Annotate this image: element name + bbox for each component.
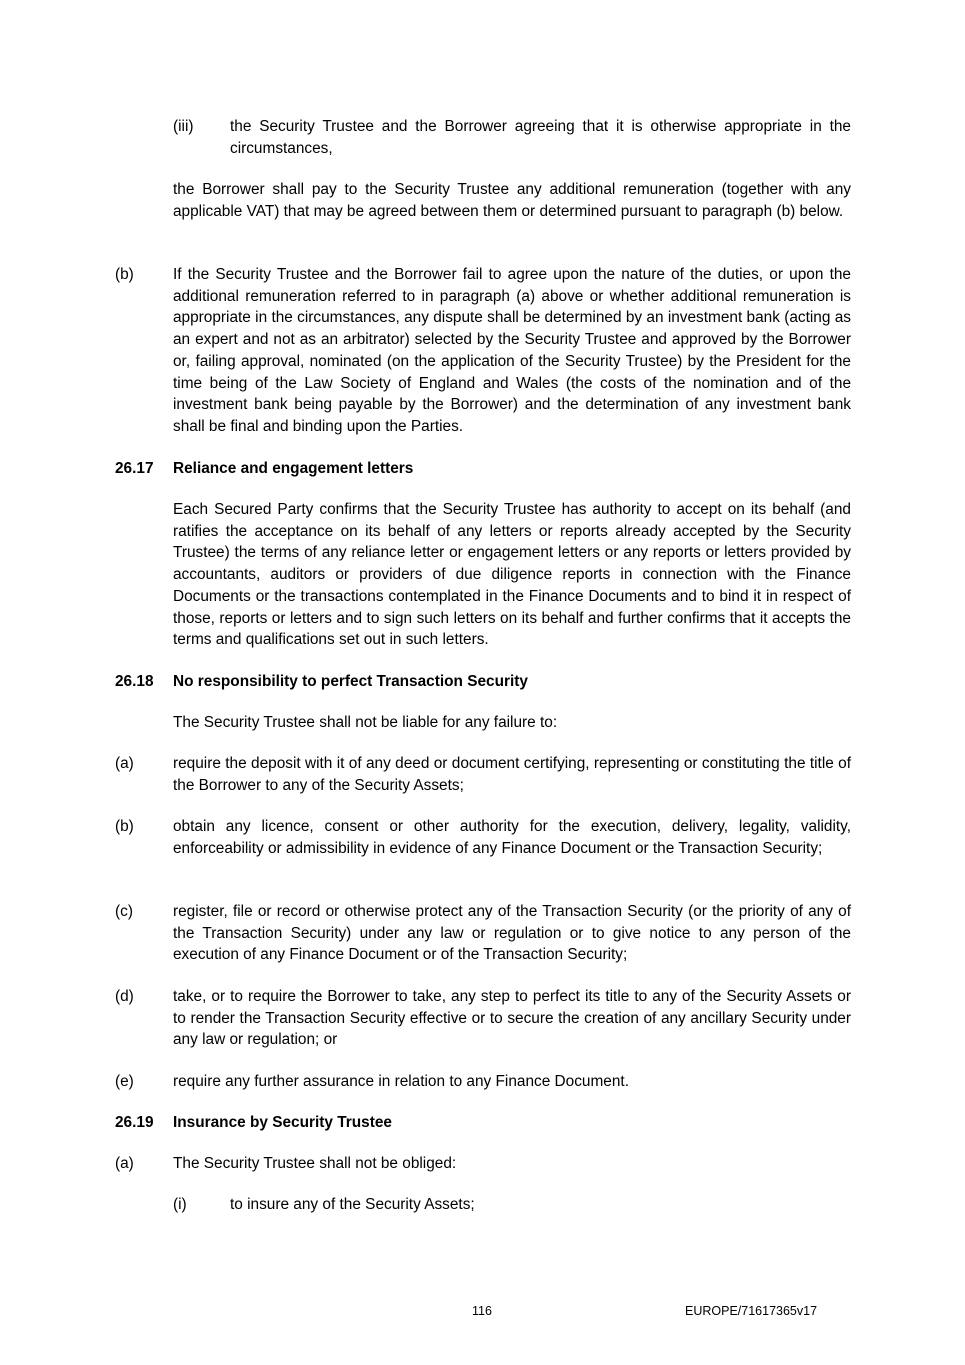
list-item-number-c: (c): [115, 903, 133, 920]
item-number-iii: (iii): [173, 118, 194, 135]
section-number-26-17: 26.17: [115, 460, 154, 477]
list-item-number-b: (b): [115, 818, 134, 835]
section-text-26-17: Each Secured Party confirms that the Security Trustee has authority to accept on its behalf (and ratifies the acceptance on its behalf of any letters or reports already accepted by the Security Trustee) the terms of any reliance letter or engagement letters or any reports or letters provided by accountants, auditors or providers of due diligence reports in connection with the Finance Documents or the transactions contemplated in the Finance Documents and to bind it in respect of those, reports or letters and to sign such letters on its behalf and further confirms that it accepts the terms and qualifications set out in such letters.: [173, 501, 851, 649]
section-intro-26-18: The Security Trustee shall not be liable for any failure to:: [173, 714, 558, 731]
item-text-iii: the Security Trustee and the Borrower agreeing that it is otherwise appropriate in the circumstances,: [230, 118, 851, 157]
item-number-b: (b): [115, 266, 134, 283]
list-item-text-a: require the deposit with it of any deed or document certifying, representing or constituting the title of the Borrower to any of the Security Assets;: [173, 755, 851, 794]
list-item-number-d: (d): [115, 988, 134, 1005]
item-text-b: If the Security Trustee and the Borrower fail to agree upon the nature of the duties, or upon the additional remuneration referred to in paragraph (a) above or whether additional remuneration is appropriate in the circumstances, any dispute shall be determined by an investment bank (acting as an expert and not as an arbitrator) selected by the Security Trustee and approved by the Borrower or, failing approval, nominated (on the application of the Security Trustee) by the President for the time being of the Law Society of England and Wales (the costs of the nomination and of the investment bank being payable by the Borrower) and the determination of any investment bank shall be final and binding upon the Parties.: [173, 266, 851, 435]
list-item-text-d: take, or to require the Borrower to take, any step to perfect its title to any of the Security Assets or to render the Transaction Security effective or to secure the creation of any ancillary Security under any law or regulation; or: [173, 988, 851, 1049]
document-reference: EUROPE/71617365v17: [685, 1304, 818, 1318]
list-item-text-b: obtain any licence, consent or other authority for the execution, delivery, legality, validity, enforceability or admissibility in evidence of any Finance Document or the Transaction Security;: [173, 818, 851, 857]
item-text-a-26-19: The Security Trustee shall not be obliged:: [173, 1155, 457, 1172]
paragraph-borrower-pay: the Borrower shall pay to the Security Trustee any additional remuneration (together with any applicable VAT) that may be agreed between them or determined pursuant to paragraph (b) below.: [173, 181, 851, 220]
list-item-text-c: register, file or record or otherwise protect any of the Transaction Security (or the priority of any of the Transaction Security) under any law or regulation or to give notice to any person of the execution of any Finance Document or of the Transaction Security;: [173, 903, 851, 964]
section-title-26-19: Insurance by Security Trustee: [173, 1114, 392, 1131]
section-title-26-18: No responsibility to perfect Transaction Security: [173, 673, 528, 690]
section-number-26-18: 26.18: [115, 673, 154, 690]
section-title-26-17: Reliance and engagement letters: [173, 460, 414, 477]
list-item-text-e: require any further assurance in relation to any Finance Document.: [173, 1073, 629, 1090]
list-item-number-e: (e): [115, 1073, 134, 1090]
section-number-26-19: 26.19: [115, 1114, 154, 1131]
page-number: 116: [472, 1304, 492, 1318]
list-item-number-a: (a): [115, 755, 134, 772]
item-text-i-26-19: to insure any of the Security Assets;: [230, 1196, 475, 1213]
item-number-a-26-19: (a): [115, 1155, 134, 1172]
item-number-i-26-19: (i): [173, 1196, 187, 1213]
